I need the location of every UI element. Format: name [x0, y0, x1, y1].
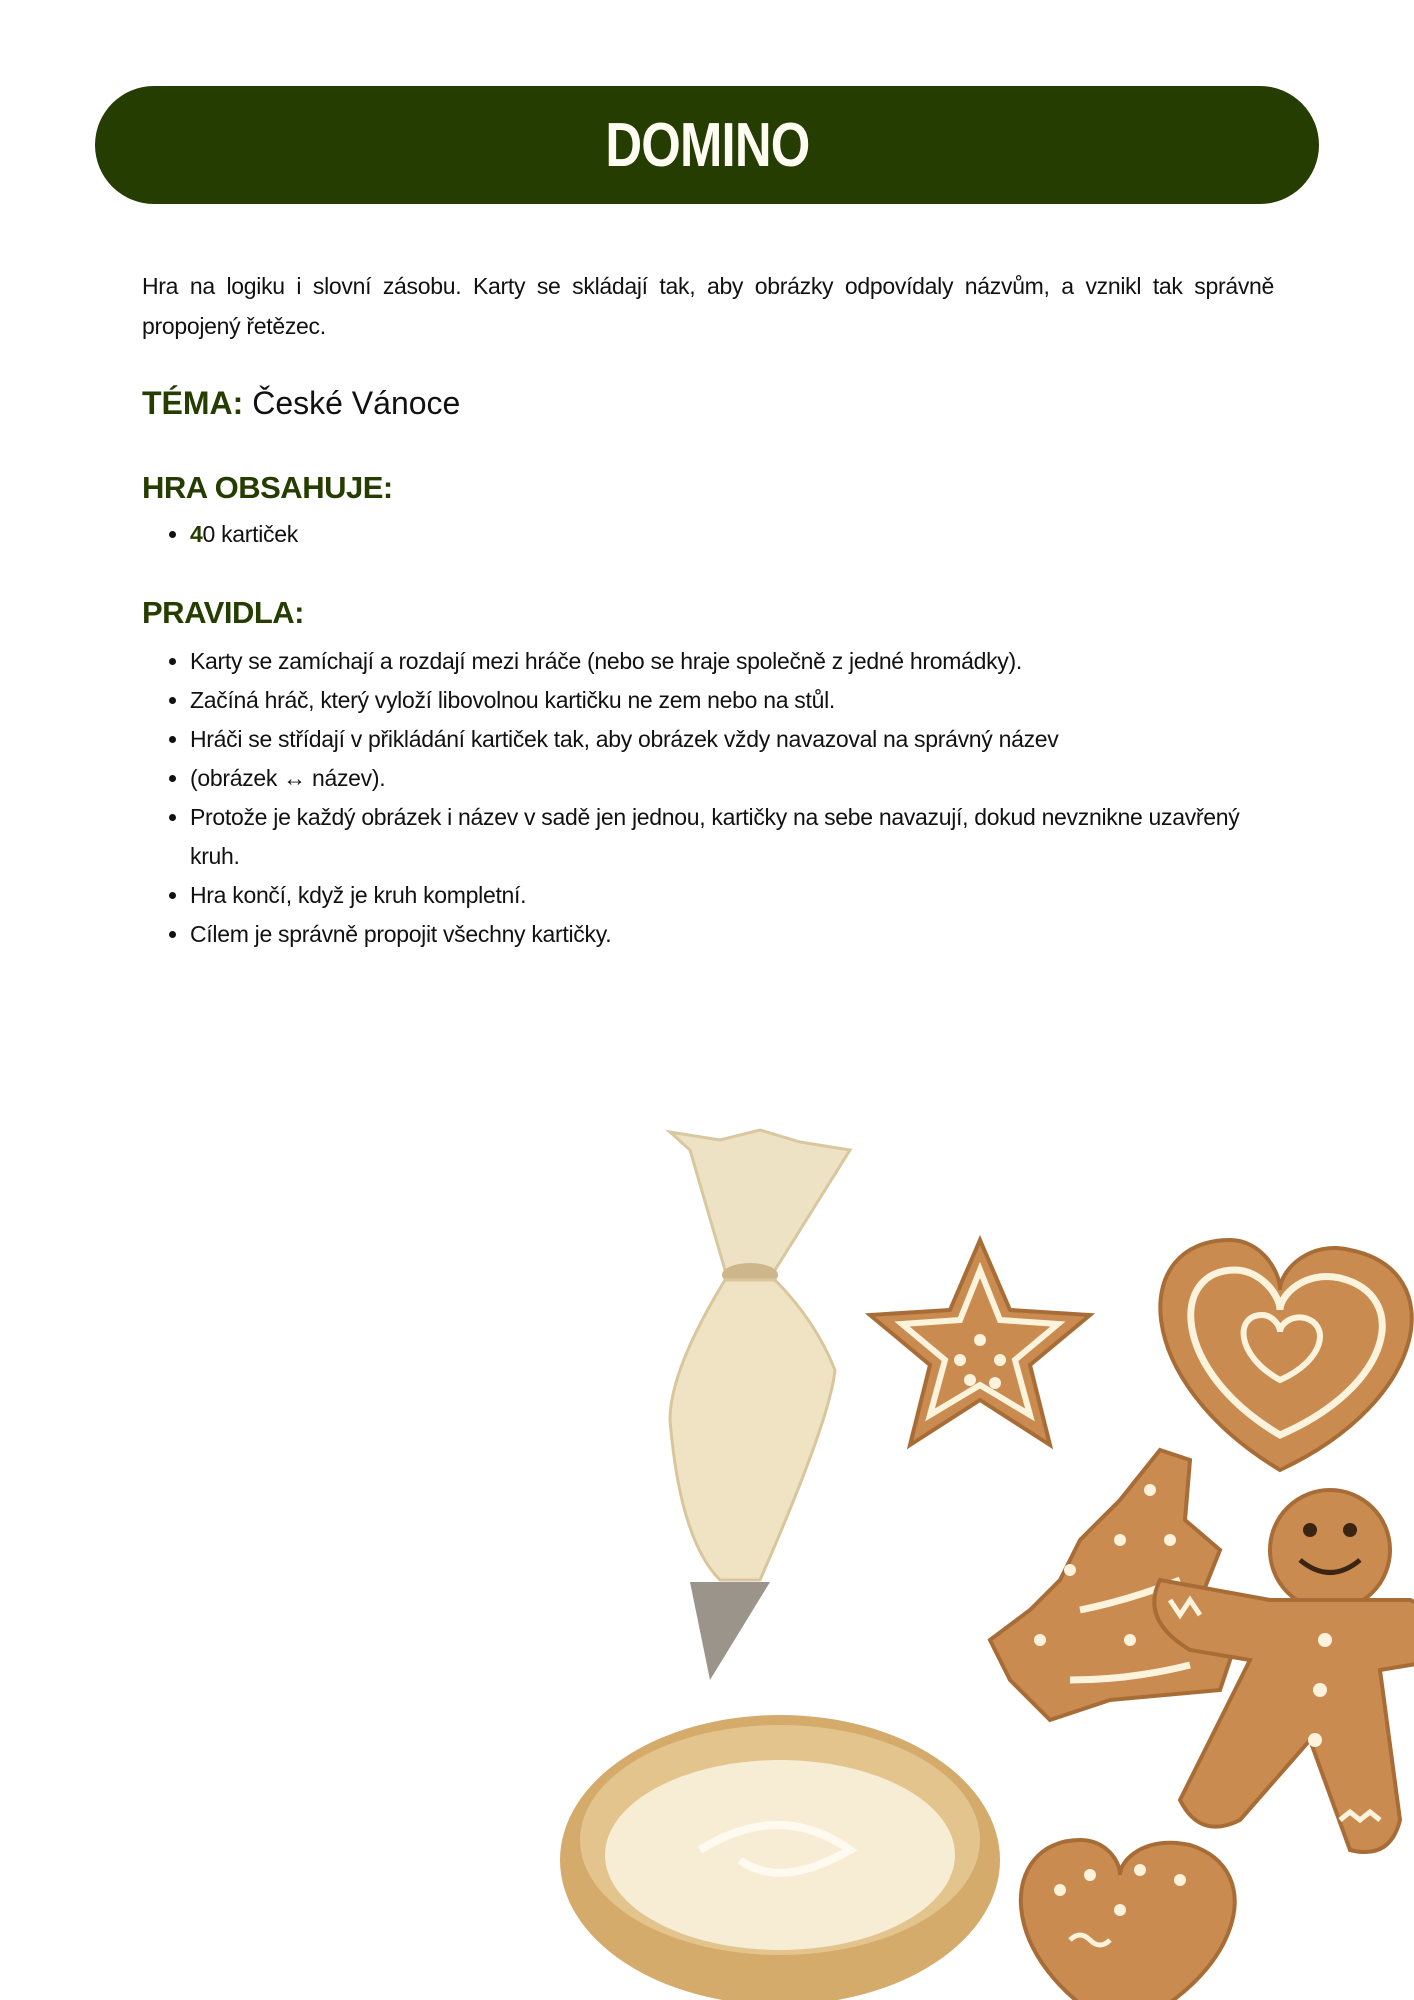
list-item: • Cílem je správně propojit všechny kartičky.: [190, 915, 1290, 954]
count-rest: 0 kartiček: [202, 521, 298, 547]
list-item: • Hráči se střídají v přikládání kartiček tak, aby obrázek vždy navazoval na správný název: [190, 720, 1290, 759]
tree-cookie-icon: [990, 1450, 1240, 1720]
count-highlight: 4: [190, 521, 203, 547]
theme-line: [142, 385, 460, 422]
intro-text: Hra na logiku i slovní zásobu. Karty se skládají tak, aby obrázky odpovídaly názvům, a vznikl tak správně propojený řetězec.: [142, 273, 1274, 339]
piping-bag-icon: [670, 1130, 850, 1680]
list-item: • (obrázek ↔ název).: [190, 759, 1290, 798]
heart-cookie-icon: [1160, 1240, 1411, 1470]
theme-label: TÉMA:: [142, 385, 244, 421]
rules-heading: PRAVIDLA:: [142, 595, 304, 630]
list-item: • Karty se zamíchají a rozdají mezi hráče (nebo se hraje společně z jedné hromádky).: [190, 642, 1290, 681]
title-banner: [95, 86, 1319, 204]
contents-list: [142, 515, 1290, 554]
small-heart-cookie-icon: [1021, 1840, 1235, 2000]
star-cookie-icon: [870, 1240, 1090, 1445]
christmas-baking-illustration: [560, 1120, 1414, 2000]
list-item: [190, 515, 1290, 554]
list-item: • Protože je každý obrázek i název v sadě jen jednou, kartičky na sebe navazují, dokud nevznikne uzavřený kruh.: [190, 798, 1290, 876]
icing-bowl-icon: [560, 1715, 1000, 2000]
contents-heading: HRA OBSAHUJE:: [142, 470, 393, 505]
page-title: DOMINO: [604, 110, 810, 180]
rules-list: [142, 642, 1290, 954]
theme-value: České Vánoce: [252, 385, 461, 421]
list-item: • Hra končí, když je kruh kompletní.: [190, 876, 1290, 915]
list-item: • Začíná hráč, který vyloží libovolnou kartičku ne zem nebo na stůl.: [190, 681, 1290, 720]
